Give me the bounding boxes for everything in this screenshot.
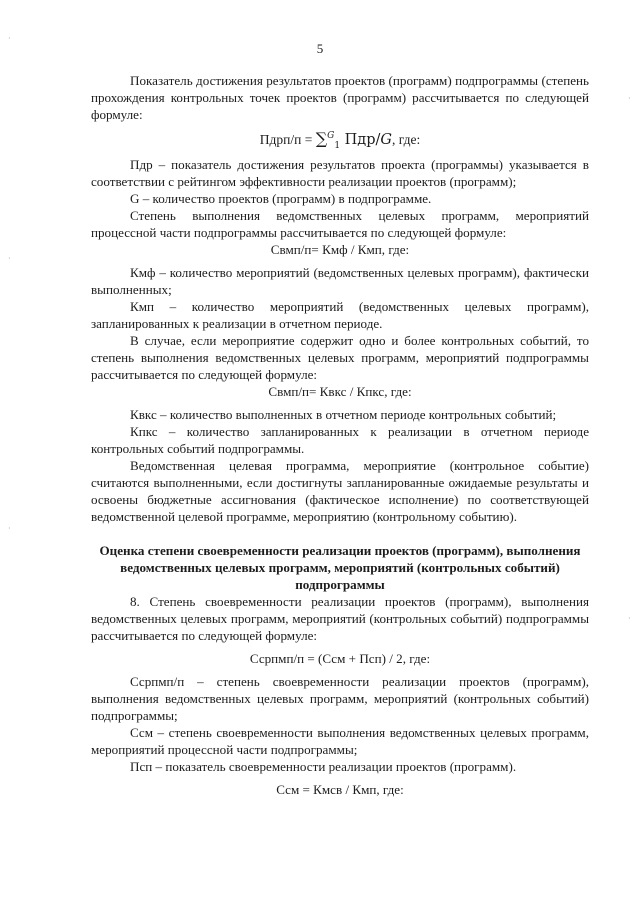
scan-mark: · — [8, 34, 11, 43]
page-number: 5 — [316, 41, 324, 56]
formula-ssm: Ссм = Кмсв / Кмп, где: — [276, 782, 404, 797]
formula-svmp: Свмп/п= Кмф / Кмп, где: — [270, 242, 410, 257]
paragraph: G – количество проектов (программ) в подпрограмме. — [130, 191, 432, 206]
scan-mark: · — [628, 614, 631, 623]
paragraph: Ведомственная целевая программа, мероприятие (контрольное событие) считаются выполненными, если достигнуты запланированные ожидаемые результаты и освоены бюджетные ассигнования (фактическое исполнение) по соответствующей ведомственной целевой программе, мероприятию (контрольному событию). — [91, 458, 589, 524]
paragraph: Показатель достижения результатов проектов (программ) подпрограммы (степень прохождения контрольных точек проектов (программ) рассчитывается по следующей формуле: — [91, 73, 589, 122]
formula-sum — [315, 129, 392, 151]
paragraph: Псп – показатель своевременности реализации проектов (программ). — [130, 759, 517, 774]
scan-mark: · — [8, 254, 11, 263]
paragraph: Квкс – количество выполненных в отчетном периоде контрольных событий; — [130, 407, 557, 422]
formula-pdrp — [91, 129, 589, 150]
sum-lower-limit: 1 — [334, 140, 341, 151]
paragraph: Кмп – количество мероприятий (ведомственных целевых программ), запланированных к реализации в отчетном периоде. — [91, 299, 589, 331]
scan-mark: · — [628, 94, 631, 103]
paragraph: Степень выполнения ведомственных целевых программ, мероприятий процессной части подпрограммы рассчитывается по следующей формуле: — [91, 208, 589, 240]
paragraph: В случае, если мероприятие содержит одно и более контрольных событий, то степень выполнения ведомственных целевых программ, мероприятий подпрограммы рассчитывается по следующей формуле: — [91, 333, 589, 382]
sum-term: Пдр/ — [340, 132, 381, 148]
paragraph: Ссм – степень своевременности выполнения ведомственных целевых программ, мероприятий процессной части подпрограммы; — [91, 725, 589, 757]
formula-lhs: Пдрп/п = — [259, 132, 316, 147]
paragraph: Ссрпмп/п – степень своевременности реализации проектов (программ), выполнения ведомственных целевых программ, мероприятий (контрольных событий) подпрограммы; — [91, 674, 589, 723]
scan-mark: · — [8, 524, 11, 533]
paragraph: 8. Степень своевременности реализации проектов (программ), выполнения ведомственных целевых программ, мероприятий (контрольных событий) подпрограммы рассчитывается по следующей формуле: — [91, 594, 589, 643]
paragraph: Пдр – показатель достижения результатов проекта (программы) указывается в соответствии с рейтингом эффективности реализации проектов (программ); — [91, 157, 589, 189]
paragraph: Кмф – количество мероприятий (ведомственных целевых программ), фактически выполненных; — [91, 265, 589, 297]
sum-upper-limit: G — [327, 131, 335, 142]
document-body — [91, 72, 589, 798]
section-heading: Оценка степени своевременности реализации проектов (программ), выполнения ведомственных целевых программ, мероприятий (контрольных событий) подпрограммы — [99, 543, 581, 592]
formula-ssrpmp: Ссрпмп/п = (Ссм + Псп) / 2, где: — [249, 651, 431, 666]
formula-tail: , где: — [392, 132, 421, 147]
paragraph: Кпкс – количество запланированных к реализации в отчетном периоде контрольных событий подпрограммы. — [91, 424, 589, 456]
formula-svmp-events: Свмп/п= Квкс / Кпкс, где: — [268, 384, 412, 399]
sum-symbol: ∑ — [315, 129, 328, 148]
divisor-g: G — [380, 132, 392, 148]
